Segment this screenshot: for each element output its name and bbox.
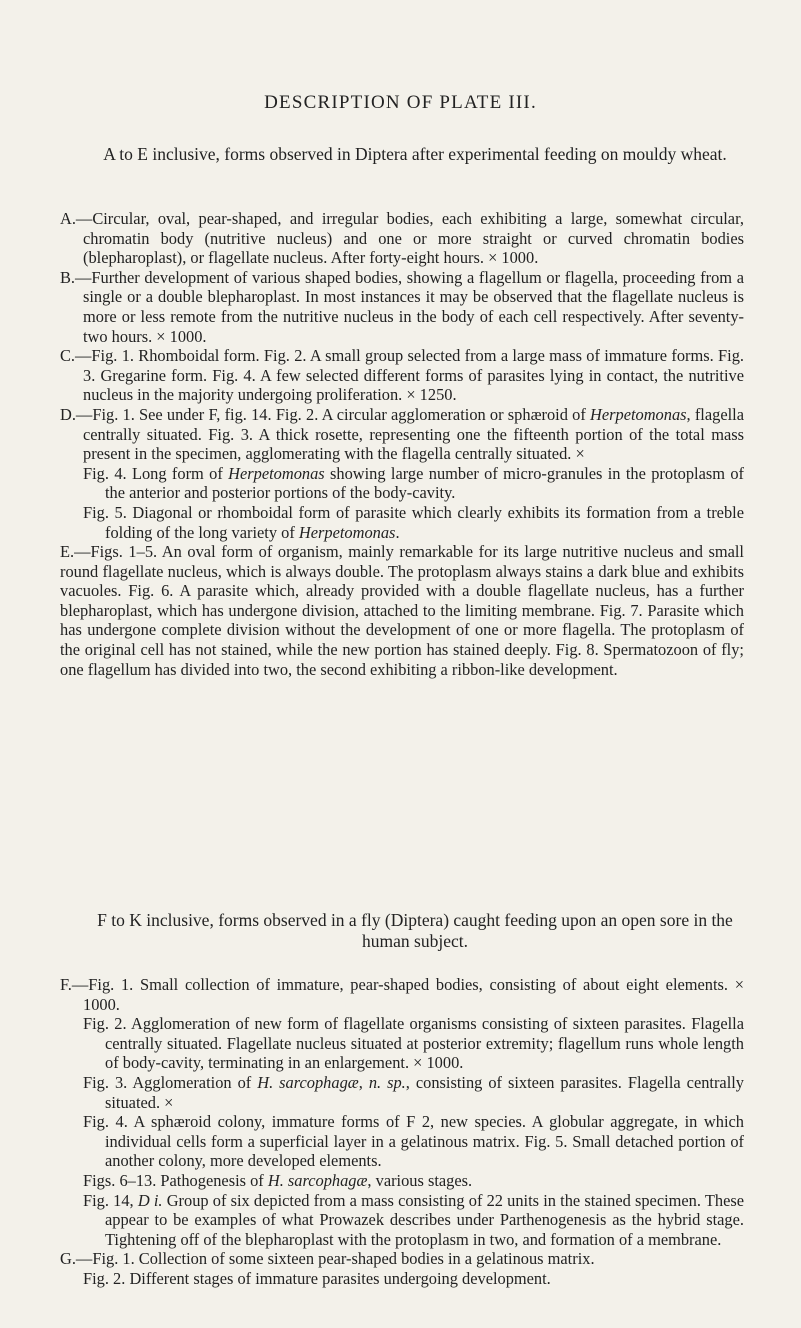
section-a-e-body — [60, 209, 744, 679]
entry-e: E.—Figs. 1–5. An oval form of organism, mainly remarkable for its large nutritive nucleus and small round flagellate nucleus, which is always double. The protoplasm always stains a dark blue and exhibits vacuoles. Fig. 6. A parasite which, already provided with a double flagellate nucleus, has a further blepharoplast, which has undergone division, attached to the limiting membrane. Fig. 7. Parasite which has undergone complete division without the development of one or more flagella. The protoplasm of the original cell has not stained, while the new portion has stained deeply. Fig. 8. Spermatozoon of fly; one flagellum has divided into two, the second exhibiting a ribbon-like development. — [60, 542, 744, 679]
entry-g-1: G.—Fig. 1. Collection of some sixteen pear-shaped bodies in a gelatinous matrix. — [60, 1249, 595, 1269]
page-title: DESCRIPTION OF PLATE III. — [264, 92, 537, 113]
entry-g-2: Fig. 2. Different stages of immature parasites undergoing development. — [83, 1268, 551, 1288]
entry-d-5: Fig. 5. Diagonal or rhomboidal form of parasite which clearly exhibits its formation from a treble folding of the long variety of Herpetomonas. — [83, 502, 744, 542]
entry-f-3: Fig. 3. Agglomeration of H. sarcophagæ, n. sp., consisting of sixteen parasites. Flagella centrally situated. × — [83, 1072, 745, 1112]
entry-b: B.—Further development of various shaped bodies, showing a flagellum or flagella, proceeding from a single or a double blepharoplast. In most instances it may be observed that the flagellate nucleus is more or less remote from the nutritive nucleus in the body of each cell respectively. After seventy-two hours. × 1000. — [60, 267, 744, 346]
entry-f-4: Fig. 4. A sphæroid colony, immature forms of F 2, new species. A globular aggregate, in which individual cells form a superficial layer in a gelatinous matrix. Fig. 5. Small detached portion of another colony, more developed elements. — [83, 1112, 744, 1171]
entry-d-4: Fig. 4. Long form of Herpetomonas showing large number of micro-granules in the protoplasm of the anterior and posterior portions of the body-cavity. — [83, 463, 744, 503]
section-f-k-body — [60, 975, 744, 1289]
entry-f-1: F.—Fig. 1. Small collection of immature, pear-shaped bodies, consisting of about eight elements. × 1000. — [60, 975, 744, 1014]
entry-c: C.—Fig. 1. Rhomboidal form. Fig. 2. A small group selected from a large mass of immature forms. Fig. 3. Gregarine form. Fig. 4. A few selected different forms of parasites lying in contact, the nutritive nucleus in the majority undergoing proliferation. × 1250. — [60, 346, 744, 405]
entry-f-6: Figs. 6–13. Pathogenesis of H. sarcophagæ, various stages. — [83, 1170, 473, 1190]
entry-d-1: D.—Fig. 1. See under F, fig. 14. Fig. 2. A circular agglomeration or sphæroid of Herpetomonas, flagella centrally situated. Fig. 3. A thick rosette, representing one the fifteenth portion of the total mass present in the specimen, agglomerating with the flagella centrally situated. × — [60, 404, 744, 464]
entry-f-2: Fig. 2. Agglomeration of new form of flagellate organisms consisting of sixteen parasites. Flagella centrally situated. Flagellate nucleus situated at posterior extremity; flagellum runs whole length of body-cavity, terminating in an enlargement. × 1000. — [83, 1014, 744, 1073]
entry-f-14: Fig. 14, D i. Group of six depicted from a mass consisting of 22 units in the stained specimen. These appear to be examples of what Prowazek describes under Parthenogenesis as the hybrid stage. Tightening off of the blepharoplast with the protoplasm in two, and formation of a membrane. — [83, 1190, 745, 1249]
section-intro-f-k: F to K inclusive, forms observed in a fly (Diptera) caught feeding upon an open sore in the human subject. — [97, 910, 733, 951]
entry-a: A.—Circular, oval, pear-shaped, and irregular bodies, each exhibiting a large, somewhat circular, chromatin body (nutritive nucleus) and one or more straight or curved chromatin bodies (blepharoplast), or flagellate nucleus. After forty-eight hours. × 1000. — [60, 209, 744, 268]
section-intro-a-e: A to E inclusive, forms observed in Diptera after experimental feeding on mouldy wheat. — [103, 144, 727, 164]
